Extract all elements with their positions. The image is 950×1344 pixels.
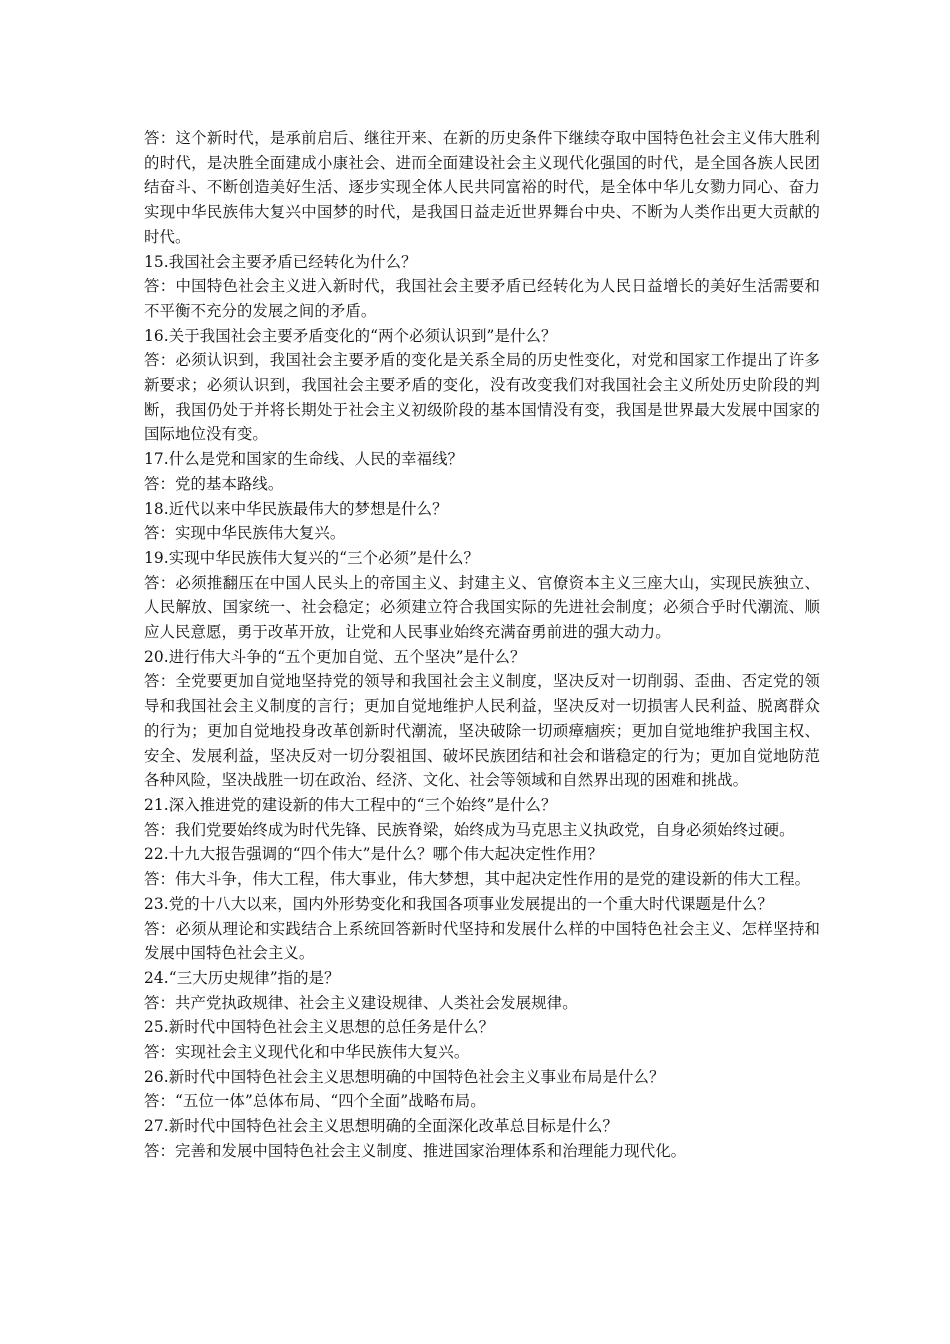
answer-16: 答：必须认识到，我国社会主要矛盾的变化是关系全局的历史性变化，对党和国家工作提出了许多新要求；必须认识到，我国社会主要矛盾的变化，没有改变我们对我国社会主义所处历史阶段的判断，我国仍处于并将长期处于社会主义初级阶段的基本国情没有变，我国是世界最大发展中国家的国际地位没有变。 [144, 351, 820, 444]
question-18: 18.近代以来中华民族最伟大的梦想是什么？ [144, 499, 448, 518]
answer-27: 答：完善和发展中国特色社会主义制度、推进国家治理体系和治理能力现代化。 [144, 1141, 687, 1160]
answer-17: 答：党的基本路线。 [144, 474, 284, 493]
question-25: 25.新时代中国特色社会主义思想的总任务是什么？ [144, 1018, 495, 1037]
answer-25: 答：实现社会主义现代化和中华民族伟大复兴。 [144, 1043, 470, 1062]
question-17: 17.什么是党和国家的生命线、人民的幸福线？ [144, 450, 464, 469]
document-body [144, 126, 820, 1164]
question-22: 22.十九大报告强调的“四个伟大”是什么？哪个伟大起决定性作用？ [144, 845, 603, 864]
question-21: 21.深入推进党的建设新的伟大工程中的“三个始终”是什么？ [144, 795, 557, 814]
question-19: 19.实现中华民族伟大复兴的“三个必须”是什么？ [144, 548, 480, 567]
answer-paragraph: 答：这个新时代，是承前启后、继往开来、在新的历史条件下继续夺取中国特色社会主义伟大胜利的时代，是决胜全面建成小康社会、进而全面建设社会主义现代化强国的时代，是全国各族人民团结奋斗、不断创造美好生活、逐步实现全体人民共同富裕的时代，是全体中华儿女勠力同心、奋力实现中华民族伟大复兴中国梦的时代，是我国日益走近世界舞台中央、不断为人类作出更大贡献的时代。 [144, 129, 820, 246]
answer-18: 答：实现中华民族伟大复兴。 [144, 524, 346, 543]
question-20: 20.进行伟大斗争的“五个更加自觉、五个坚决”是什么？ [144, 647, 526, 666]
answer-23: 答：必须从理论和实践结合上系统回答新时代坚持和发展什么样的中国特色社会主义、怎样坚持和发展中国特色社会主义。 [144, 919, 820, 963]
question-24: 24.“三大历史规律”指的是？ [144, 968, 340, 987]
answer-15: 答：中国特色社会主义进入新时代，我国社会主要矛盾已经转化为人民日益增长的美好生活需要和不平衡不充分的发展之间的矛盾。 [144, 277, 820, 320]
answer-19: 答：必须推翻压在中国人民头上的帝国主义、封建主义、官僚资本主义三座大山，实现民族独立、人民解放、国家统一、社会稳定；必须建立符合我国实际的先进社会制度；必须合乎时代潮流、顺应人民意愿，勇于改革开放，让党和人民事业始终充满奋勇前进的强大动力。 [144, 573, 820, 642]
question-16: 16.关于我国社会主要矛盾变化的“两个必须认识到”是什么？ [144, 326, 557, 345]
answer-21: 答：我们党要始终成为时代先锋、民族脊梁，始终成为马克思主义执政党，自身必须始终过硬。 [144, 820, 795, 839]
answer-24: 答：共产党执政规律、社会主义建设规律、人类社会发展规律。 [144, 993, 578, 1012]
question-26: 26.新时代中国特色社会主义思想明确的中国特色社会主义事业布局是什么？ [144, 1067, 665, 1086]
question-15: 15.我国社会主要矛盾已经转化为什么？ [144, 252, 417, 271]
answer-26: 答：“五位一体”总体布局、“四个全面”战略布局。 [144, 1092, 486, 1111]
question-23: 23.党的十八大以来，国内外形势变化和我国各项事业发展提出的一个重大时代课题是什么？ [144, 894, 773, 913]
answer-20: 答：全党要更加自觉地坚持党的领导和我国社会主义制度，坚决反对一切削弱、歪曲、否定党的领导和我国社会主义制度的言行；更加自觉地维护人民利益，坚决反对一切损害人民利益、脱离群众的行为；更加自觉地投身改革创新时代潮流，坚决破除一切顽瘴痼疾；更加自觉地维护我国主权、安全、发展利益，坚决反对一切分裂祖国、破坏民族团结和社会和谐稳定的行为；更加自觉地防范各种风险，坚决战胜一切在政治、经济、文化、社会等领域和自然界出现的困难和挑战。 [144, 672, 820, 790]
answer-22: 答：伟大斗争，伟大工程，伟大事业，伟大梦想，其中起决定性作用的是党的建设新的伟大工程。 [144, 870, 811, 889]
question-27: 27.新时代中国特色社会主义思想明确的全面深化改革总目标是什么？ [144, 1117, 619, 1136]
